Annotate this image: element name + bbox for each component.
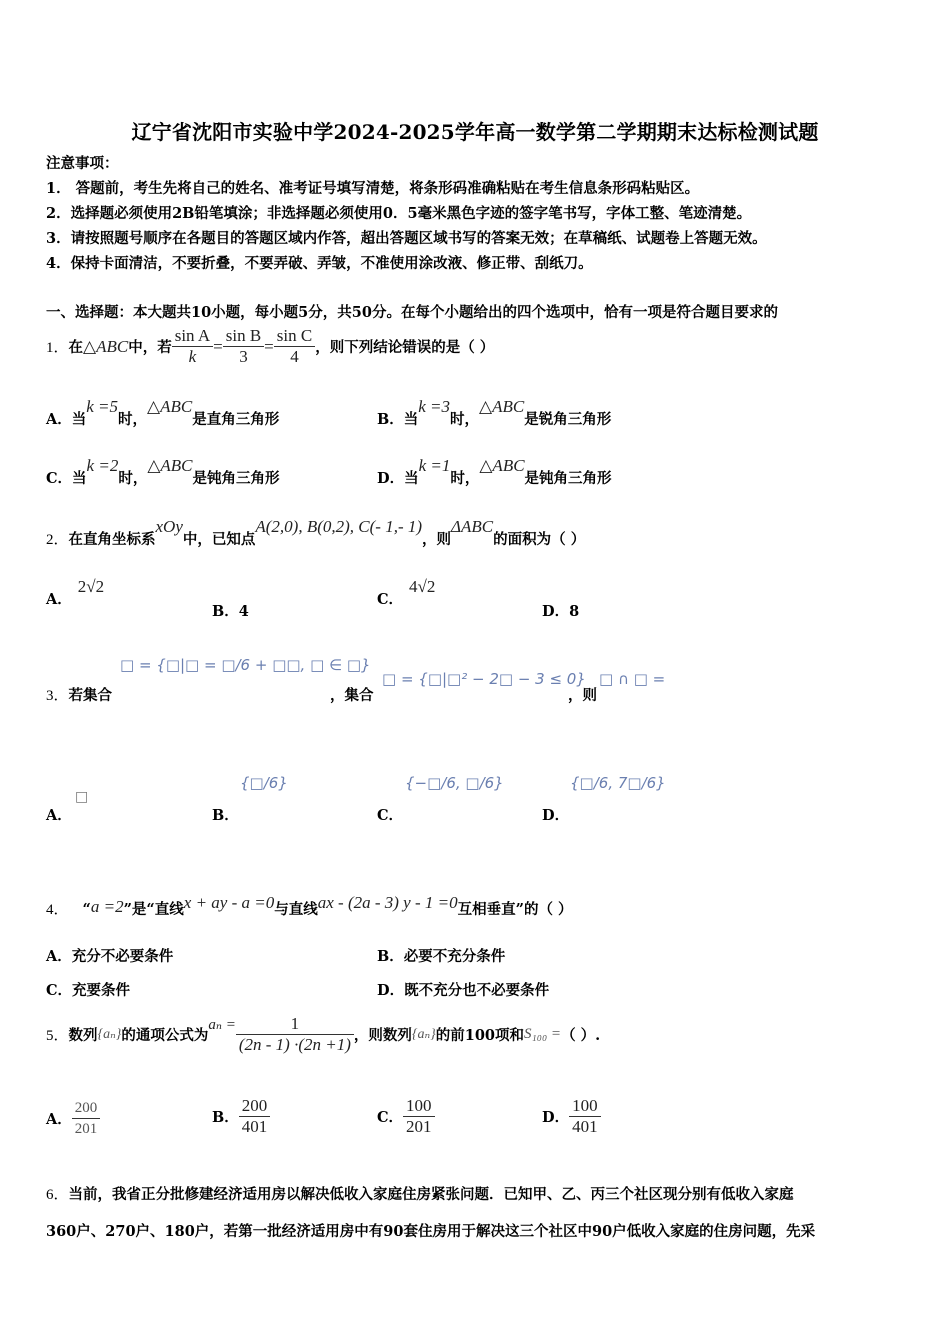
general-term-fraction: $\frac{1}{(2n - 1) \cdot(2n +1)}$: [236, 1014, 354, 1055]
notice-item: 3．请按照题号顺序在各题目的答题区域内作答，超出答题区域书写的答案无效；在草稿纸、试题卷上答题无效。: [46, 230, 767, 247]
option-b: B．: [212, 807, 239, 824]
points-list: A(2,0), B(0,2), C(- 1,- 1): [255, 517, 423, 536]
fraction-sin-b: $\frac{\text{sin B}}{3}$: [223, 326, 264, 367]
option-a: A．充分不必要条件: [46, 948, 174, 965]
question-2: 2．在直角坐标系xOy中，已知点A(2,0), B(0,2), C(- 1,- 1)，则ΔABC的面积为（ ）: [46, 517, 586, 548]
triangle-abc: ΔABC: [451, 517, 494, 536]
sum-s100: S₁₀₀ =: [524, 1026, 562, 1042]
question-1: [46, 326, 494, 367]
option-b: B． $\frac{200}{401}$: [212, 1096, 270, 1137]
q1-mid: 中，若: [128, 339, 172, 356]
question-6-line-2: 360户、270户、180户，若第一批经济适用房中有90套住房用于解决这三个社区中90户低收入家庭的住房问题，先采: [46, 1223, 816, 1240]
option-d: D．既不充分也不必要条件: [377, 982, 550, 999]
option-b: B．4: [212, 603, 249, 620]
intersection-expression: □ ∩ □ =: [599, 670, 666, 688]
question-5: 5． 数列 {aₙ} 的通项公式为 aₙ = $\frac{1}{(2n - 1) \cdot(2n +1)}$ ，则数列 {aₙ} 的前100项和 S₁₀₀ = （ ）.: [46, 1014, 601, 1054]
option-c: C．: [377, 807, 404, 824]
option-d: D．8: [542, 603, 580, 620]
sequence-an: {aₙ}: [411, 1027, 436, 1042]
option-c: C． $\frac{100}{201}$: [377, 1096, 435, 1137]
option-c: C．充要条件: [46, 982, 131, 999]
option-a: A． $\frac{200}{201}$: [46, 1098, 100, 1139]
question-3: 3．若集合: [46, 687, 113, 704]
notice-heading: 注意事项：: [46, 155, 119, 172]
q1-post: ，则下列结论错误的是（ ）: [315, 339, 495, 356]
line-1-equation: x + ay - a =0: [183, 893, 275, 912]
set-a-expression: □ = {□|□ = □/6 + □□, □ ∈ □}: [120, 656, 371, 674]
question-4: 4． “a =2”是“直线x + ay - a =0与直线ax - (2a - 3) y - 1 =0互相垂直”的（ ）: [46, 893, 573, 918]
triangle-abc: △ABC: [83, 336, 129, 356]
option-d: D．当k =1时，△ABC是钝角三角形: [377, 456, 612, 487]
notice-item: 1． 答题前，考生先将自己的姓名、准考证号填写清楚，将条形码准确粘贴在考生信息条形码粘贴区。: [46, 180, 700, 197]
option-a: A．当k =5时，△ABC是直角三角形: [46, 397, 280, 428]
option-d: D． $\frac{100}{401}$: [542, 1096, 601, 1137]
fraction-sin-c: $\frac{\text{sin C}}{4}$: [274, 326, 315, 367]
option-b-value: {□/6}: [240, 774, 288, 792]
notice-item: 4．保持卡面清洁，不要折叠，不要弄破、弄皱，不准使用涂改液、修正带、刮纸刀。: [46, 255, 593, 272]
option-a-value: □: [75, 789, 89, 805]
notice-item: 2．选择题必须使用2B铅笔填涂；非选择题必须使用0．5毫米黑色字迹的签字笔书写，字体工整、笔迹清楚。: [46, 205, 752, 222]
option-c: C．当k =2时，△ABC是钝角三角形: [46, 456, 280, 487]
section-heading: 一、选择题：本大题共10小题，每小题5分，共50分。在每个小题给出的四个选项中，恰有一项是符合题目要求的: [46, 304, 778, 321]
q1-pre: 在: [68, 339, 84, 356]
option-b: B．当k =3时，△ABC是锐角三角形: [377, 397, 612, 428]
fraction-sin-a: $\frac{\text{sin A}}{k}$: [172, 326, 213, 367]
equals-sign: =: [264, 336, 274, 356]
equals-sign: =: [213, 336, 223, 356]
coordinate-system: xOy: [155, 517, 183, 536]
option-c-value: {−□/6, □/6}: [405, 774, 504, 792]
option-d-value: {□/6, 7□/6}: [570, 774, 666, 792]
an-symbol: aₙ =: [208, 1017, 236, 1033]
q3-mid: ，集合: [330, 687, 374, 704]
option-d: D．: [542, 807, 570, 824]
question-6-line-1: 6．当前，我省正分批修建经济适用房以解决低收入家庭住房紧张问题．已知甲、乙、丙三个社区现分别有低收入家庭: [46, 1186, 794, 1203]
condition: a =2: [90, 897, 124, 916]
option-c: C．4√2: [377, 577, 436, 608]
q3-then: ，则: [568, 687, 597, 704]
line-2-equation: ax - (2a - 3) y - 1 =0: [317, 893, 458, 912]
set-b-expression: □ = {□|□² − 2□ − 3 ≤ 0}: [382, 670, 586, 688]
option-b: B．必要不充分条件: [377, 948, 506, 965]
page-title: 辽宁省沈阳市实验中学2024-2025学年高一数学第二学期期末达标检测试题: [131, 120, 819, 144]
sequence-an: {aₙ}: [97, 1027, 122, 1042]
question-number: 1．: [46, 340, 69, 356]
option-a: A．2√2: [46, 577, 105, 608]
option-a: A．: [46, 807, 72, 824]
